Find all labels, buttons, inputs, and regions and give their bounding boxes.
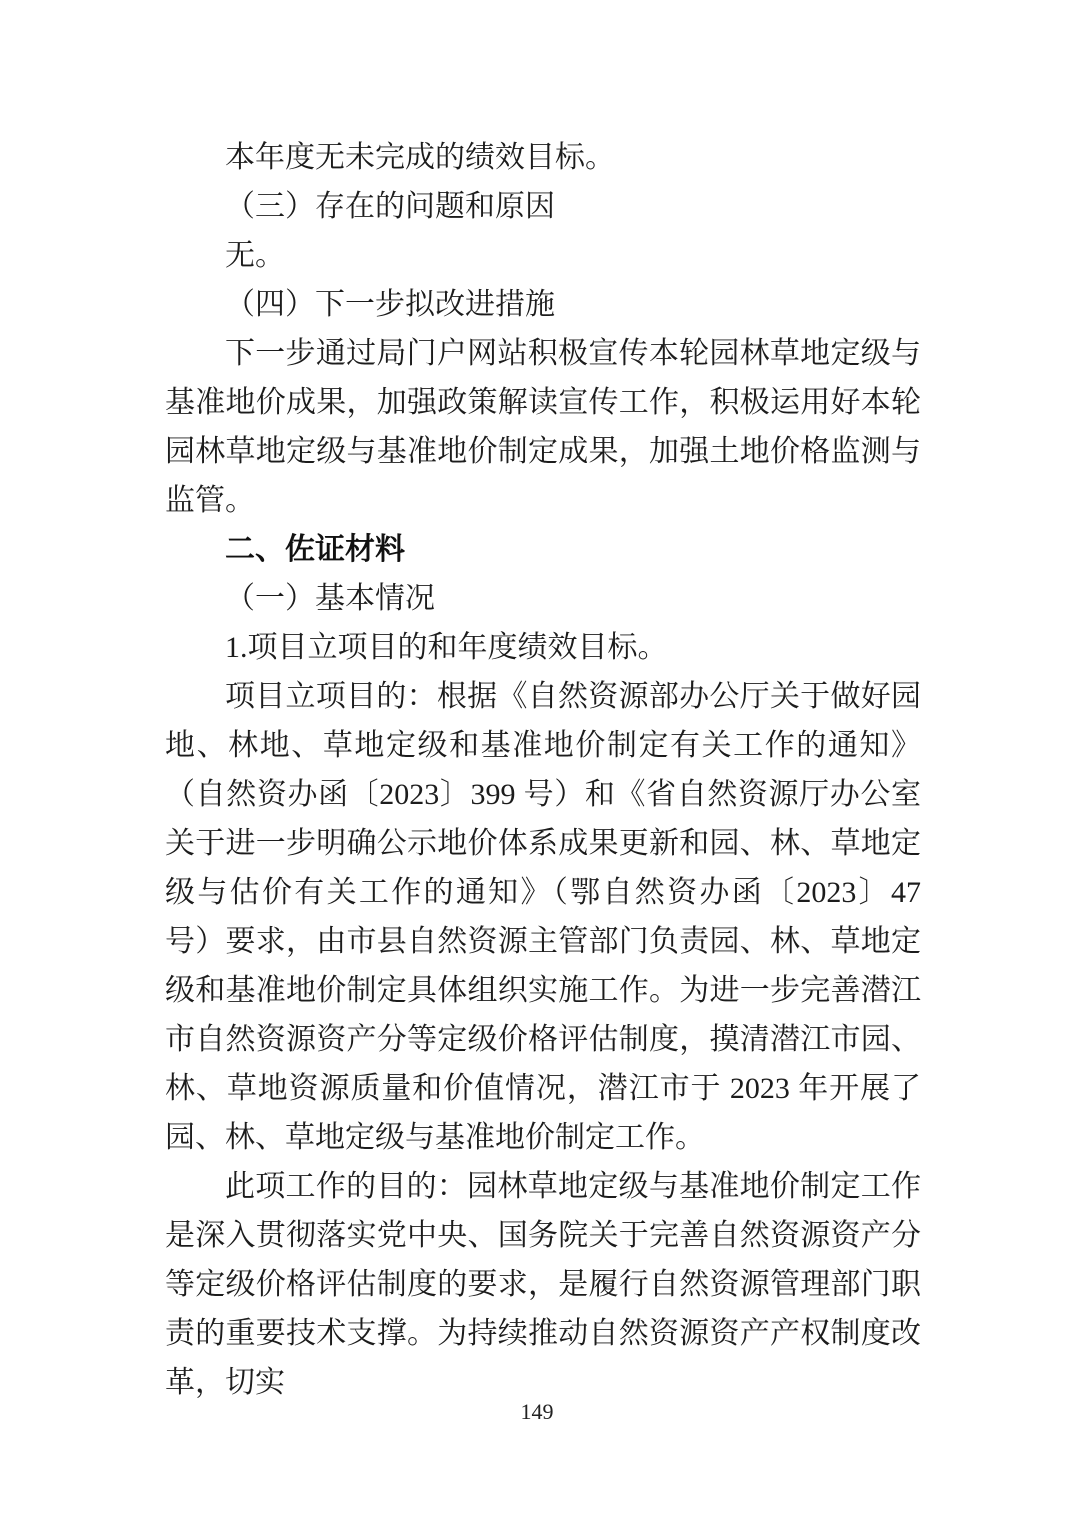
paragraph: 无。: [225, 239, 285, 272]
paragraph: 下一步通过局门户网站积极宣传本轮园林草地定级与基准地价成果，加强政策解读宣传工作，积极运用好本轮园林草地定级与基准地价制定成果，加强土地价格监测与监管。: [165, 337, 921, 517]
document-body: [165, 133, 921, 1407]
paragraph: 此项工作的目的：园林草地定级与基准地价制定工作是深入贯彻落实党中央、国务院关于完善自然资源资产分等定级价格评估制度的要求，是履行自然资源管理部门职责的重要技术支撑。为持续推动自然资源资产产权制度改革，切实: [165, 1170, 921, 1399]
paragraph: 项目立项目的：根据《自然资源部办公厅关于做好园地、林地、草地定级和基准地价制定有关工作的通知》（自然资办函〔2023〕399 号）和《省自然资源厅办公室关于进一步明确公示地价体系成果更新和园、林、草地定级与估价有关工作的通知》（鄂自然资办函〔2023〕47 号）要求，由市县自然资源主管部门负责园、林、草地定级和基准地价制定具体组织实施工作。为进一步完善潜江市自然资源资产分等定级价格评估制度，摸清潜江市园、林、草地资源质量和价值情况，潜江市于 2023 年开展了园、林、草地定级与基准地价制定工作。: [165, 680, 921, 1154]
section-heading: 二、佐证材料: [225, 533, 405, 566]
paragraph: （一）基本情况: [225, 582, 435, 615]
paragraph: （四）下一步拟改进措施: [225, 288, 555, 321]
paragraph: （三）存在的问题和原因: [225, 190, 555, 223]
paragraph: 本年度无未完成的绩效目标。: [225, 141, 615, 174]
page-number: 149: [520, 1399, 554, 1424]
paragraph: 1.项目立项目的和年度绩效目标。: [225, 631, 668, 664]
